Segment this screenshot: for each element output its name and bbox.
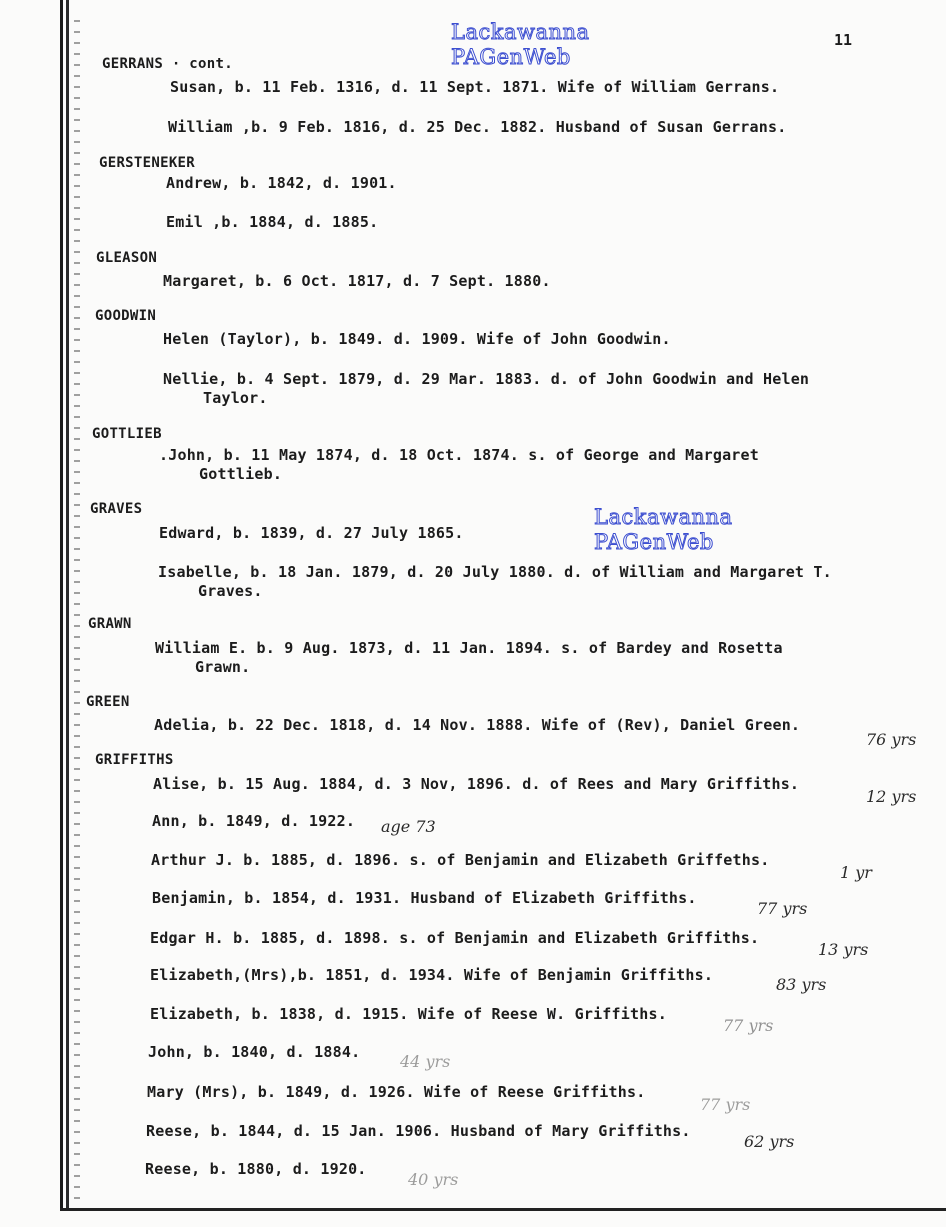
page-number: 11 <box>834 31 853 49</box>
burial-entry <box>163 272 551 291</box>
handwritten-age-note: 77 yrs <box>723 1016 774 1035</box>
page-bottom-edge <box>60 1208 946 1211</box>
burial-entry <box>163 370 809 408</box>
handwritten-age-note: 77 yrs <box>700 1095 751 1114</box>
burial-entry <box>170 78 779 97</box>
surname-heading: GERSTENEKER <box>99 155 196 171</box>
burial-entry <box>163 330 671 349</box>
watermark-top <box>451 20 590 70</box>
entry-text: Reese, b. 1844, d. 15 Jan. 1906. Husband of Mary Griffiths. <box>146 1122 691 1140</box>
binding-edge <box>60 0 72 1210</box>
handwritten-age-note: 62 yrs <box>744 1132 795 1151</box>
surname-heading: GREEN <box>86 694 130 710</box>
entry-text: Elizabeth,(Mrs),b. 1851, d. 1934. Wife of Benjamin Griffiths. <box>150 966 714 984</box>
entry-text: .John, b. 11 May 1874, d. 18 Oct. 1874. s. of George and Margaret <box>159 446 759 464</box>
entry-continuation: Grawn. <box>195 658 251 676</box>
binding-holes <box>74 20 80 1200</box>
entry-text: Benjamin, b. 1854, d. 1931. Husband of Elizabeth Griffiths. <box>152 889 697 907</box>
handwritten-age-note: 83 yrs <box>776 975 827 994</box>
entry-text: Reese, b. 1880, d. 1920. <box>145 1160 367 1178</box>
entry-text: John, b. 1840, d. 1884. <box>148 1043 361 1061</box>
entry-text: Edgar H. b. 1885, d. 1898. s. of Benjamin and Elizabeth Griffiths. <box>150 929 760 947</box>
entry-continuation: Graves. <box>198 582 263 600</box>
burial-entry <box>159 446 759 484</box>
surname-heading: GRAWN <box>88 616 132 632</box>
burial-entry <box>150 1005 667 1024</box>
entry-text: Helen (Taylor), b. 1849. d. 1909. Wife of John Goodwin. <box>163 330 671 348</box>
burial-entry <box>168 118 786 137</box>
entry-text: Ann, b. 1849, d. 1922. <box>152 812 356 830</box>
surname-heading: GRAVES <box>90 501 143 517</box>
burial-entry <box>150 929 759 948</box>
burial-entry <box>153 775 799 794</box>
surname-heading: GOODWIN <box>95 308 157 324</box>
surname-heading: GERRANS · cont. <box>102 56 233 72</box>
burial-entry <box>150 966 713 985</box>
burial-entry <box>152 889 697 908</box>
surname-heading: GRIFFITHS <box>95 752 174 768</box>
handwritten-age-note: 1 yr <box>840 863 872 882</box>
handwritten-age-note: 44 yrs <box>400 1052 451 1071</box>
watermark-middle <box>594 505 733 555</box>
entry-text: Isabelle, b. 18 Jan. 1879, d. 20 July 1880. d. of William and Margaret T. <box>158 563 832 581</box>
burial-entry <box>158 563 832 601</box>
handwritten-age-note: 40 yrs <box>408 1170 459 1189</box>
burial-entry <box>154 716 800 735</box>
entry-text: Arthur J. b. 1885, d. 1896. s. of Benjamin and Elizabeth Griffeths. <box>151 851 770 869</box>
entry-text: William ,b. 9 Feb. 1816, d. 25 Dec. 1882. Husband of Susan Gerrans. <box>168 118 787 136</box>
entry-text: Nellie, b. 4 Sept. 1879, d. 29 Mar. 1883. d. of John Goodwin and Helen <box>163 370 810 388</box>
entry-text: Alise, b. 15 Aug. 1884, d. 3 Nov, 1896. d. of Rees and Mary Griffiths. <box>153 775 800 793</box>
handwritten-age-note: 76 yrs <box>866 730 917 749</box>
watermark-text: Lackawanna PAGenWeb <box>594 505 733 554</box>
burial-entry <box>147 1083 645 1102</box>
entry-text: Margaret, b. 6 Oct. 1817, d. 7 Sept. 1880. <box>163 272 551 290</box>
entry-text: Emil ,b. 1884, d. 1885. <box>166 213 379 231</box>
surname-heading: GOTTLIEB <box>92 426 162 442</box>
entry-text: Mary (Mrs), b. 1849, d. 1926. Wife of Reese Griffiths. <box>147 1083 646 1101</box>
entry-text: Andrew, b. 1842, d. 1901. <box>166 174 397 192</box>
burial-entry <box>159 524 464 543</box>
entry-continuation: Taylor. <box>203 389 268 407</box>
handwritten-age-note: age 73 <box>381 817 436 836</box>
burial-entry <box>151 851 769 870</box>
surname-heading: GLEASON <box>96 250 158 266</box>
entry-text: Elizabeth, b. 1838, d. 1915. Wife of Reese W. Griffiths. <box>150 1005 667 1023</box>
entry-text: William E. b. 9 Aug. 1873, d. 11 Jan. 1894. s. of Bardey and Rosetta <box>155 639 783 657</box>
entry-text: Adelia, b. 22 Dec. 1818, d. 14 Nov. 1888. Wife of (Rev), Daniel Green. <box>154 716 801 734</box>
burial-entry <box>145 1160 367 1179</box>
handwritten-age-note: 13 yrs <box>818 940 869 959</box>
burial-entry <box>152 812 355 831</box>
burial-entry <box>155 639 783 677</box>
entry-text: Susan, b. 11 Feb. 1316, d. 11 Sept. 1871. Wife of William Gerrans. <box>170 78 780 96</box>
burial-entry <box>146 1122 691 1141</box>
handwritten-age-note: 77 yrs <box>757 899 808 918</box>
entry-continuation: Gottlieb. <box>199 465 283 483</box>
burial-entry <box>166 213 378 232</box>
watermark-text: Lackawanna PAGenWeb <box>451 20 590 69</box>
burial-entry <box>148 1043 360 1062</box>
entry-text: Edward, b. 1839, d. 27 July 1865. <box>159 524 464 542</box>
handwritten-age-note: 12 yrs <box>866 787 917 806</box>
burial-entry <box>166 174 397 193</box>
